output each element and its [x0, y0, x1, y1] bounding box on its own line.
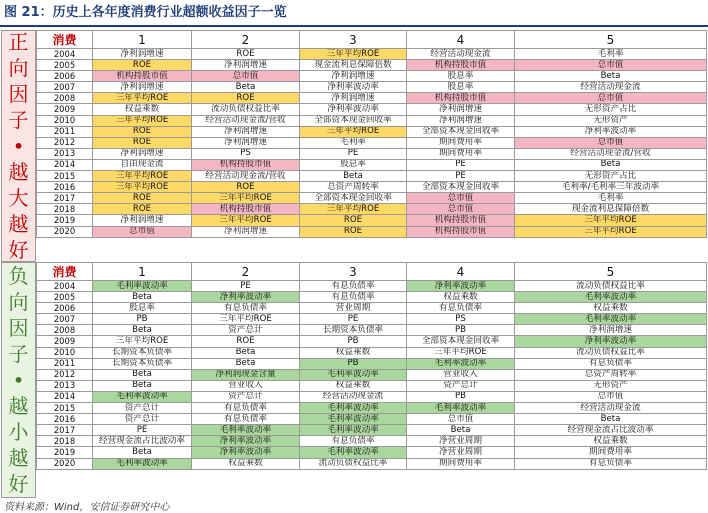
factor-cell: 总市值: [515, 391, 707, 402]
table-row: [37, 148, 707, 159]
factor-cell: 三年平均ROE: [300, 49, 407, 60]
factor-cell: 经营活动现金流/营收: [515, 148, 707, 159]
table-row: [37, 325, 707, 336]
factor-cell: Beta: [515, 414, 707, 425]
factor-cell: 三年平均ROE: [515, 215, 707, 226]
table-row: [37, 458, 707, 469]
factor-cell: ROE: [192, 182, 300, 193]
factor-cell: 净利润增速: [407, 115, 515, 126]
table-row: [37, 347, 707, 358]
factor-cell: 毛利率/毛利率三年波动率: [515, 182, 707, 193]
factor-cell: 三年平均ROE: [93, 115, 192, 126]
factor-cell: 经营活动现金流: [515, 82, 707, 93]
factor-cell: 净利率波动率: [192, 292, 300, 303]
factor-cell: PE: [192, 281, 300, 292]
figure-title: 图 21：历史上各年度消费行业超额收益因子一览: [4, 5, 287, 20]
header-consume-label: 消费: [37, 31, 93, 49]
factor-cell: 有息负债率: [300, 281, 407, 292]
factor-cell: 经营活动现金流: [407, 49, 515, 60]
factor-cell: PE: [93, 425, 192, 436]
factor-cell: PB: [300, 358, 407, 369]
factor-cell: 净利润增速: [93, 49, 192, 60]
factor-cell: 营业周期: [300, 303, 407, 314]
header-rank-5: 5: [515, 31, 707, 49]
factor-cell: Beta: [300, 171, 407, 182]
factor-cell: PE: [407, 159, 515, 170]
year-cell: 2016: [37, 182, 93, 193]
factor-cell: 三年平均ROE: [407, 347, 515, 358]
header-rank-3: 3: [300, 31, 407, 49]
factor-cell: 经营活动现金流: [515, 403, 707, 414]
factor-cell: 长期资本负债率: [93, 358, 192, 369]
factor-cell: 权益乘数: [300, 380, 407, 391]
factor-cell: 营业收入: [192, 380, 300, 391]
year-cell: 2016: [37, 414, 93, 425]
year-cell: 2015: [37, 171, 93, 182]
factor-cell: ROE: [93, 60, 192, 71]
factor-cell: 长期资本负债率: [300, 325, 407, 336]
factor-cell: PB: [300, 336, 407, 347]
factor-cell: 毛利率波动率: [300, 403, 407, 414]
factor-cell: ROE: [300, 226, 407, 237]
header-rank-3: 3: [300, 263, 407, 281]
factor-cell: 自由现金流: [93, 159, 192, 170]
factor-cell: 期间费用率: [407, 137, 515, 148]
factor-cell: ROE: [93, 126, 192, 137]
factor-cell: 无形资产占比: [515, 104, 707, 115]
table-row: [37, 182, 707, 193]
factor-cell: 净利润增速: [192, 60, 300, 71]
factor-cell: 有息负债率: [515, 458, 707, 469]
year-cell: 2017: [37, 425, 93, 436]
factor-cell: 无形资产占比: [515, 171, 707, 182]
table-row: [37, 292, 707, 303]
factor-cell: 三年平均ROE: [192, 314, 300, 325]
factor-cell: 全部资本现金回收率: [407, 126, 515, 137]
factor-cell: 总市值: [515, 93, 707, 104]
factor-cell: Beta: [515, 159, 707, 170]
factor-cell: Beta: [192, 82, 300, 93]
table-row: [37, 380, 707, 391]
factor-cell: 毛利率波动率: [515, 292, 707, 303]
negative-table-grid: [36, 262, 707, 470]
factor-cell: Beta: [93, 447, 192, 458]
year-cell: 2014: [37, 391, 93, 402]
table-row: [37, 159, 707, 170]
year-cell: 2020: [37, 226, 93, 237]
factor-cell: 净利润增速: [93, 215, 192, 226]
year-cell: 2008: [37, 325, 93, 336]
header-rank-4: 4: [407, 31, 515, 49]
factor-cell: 毛利率波动率: [192, 425, 300, 436]
factor-cell: 全部资本现金回收率: [300, 115, 407, 126]
year-cell: 2015: [37, 403, 93, 414]
factor-cell: 机构持股市值: [407, 93, 515, 104]
year-cell: 2012: [37, 137, 93, 148]
factor-cell: 有息负债率: [407, 303, 515, 314]
factor-cell: ROE: [192, 93, 300, 104]
factor-cell: 流动负债权益比率: [300, 458, 407, 469]
factor-cell: PE: [300, 314, 407, 325]
factor-cell: Beta: [192, 347, 300, 358]
factor-cell: 毛利率波动率: [407, 358, 515, 369]
factor-cell: 股息率: [407, 71, 515, 82]
table-row: [37, 215, 707, 226]
year-cell: 2007: [37, 314, 93, 325]
factor-cell: 长期资本负债率: [93, 347, 192, 358]
factor-cell: 净利率波动率: [300, 82, 407, 93]
factor-cell: 三年平均ROE: [93, 171, 192, 182]
factor-cell: 净利率波动率: [407, 281, 515, 292]
factor-cell: ROE: [93, 204, 192, 215]
factor-cell: 机构持股市值: [93, 71, 192, 82]
table-row: [37, 71, 707, 82]
factor-cell: 股息率: [93, 303, 192, 314]
factor-cell: 流动负债权益比率: [515, 281, 707, 292]
factor-cell: 流动负债权益比率: [515, 347, 707, 358]
factor-cell: 总市值: [515, 137, 707, 148]
factor-cell: ROE: [93, 137, 192, 148]
year-cell: 2013: [37, 380, 93, 391]
factor-cell: 三年平均ROE: [93, 93, 192, 104]
year-cell: 2018: [37, 436, 93, 447]
header-rank-4: 4: [407, 263, 515, 281]
factor-cell: Beta: [93, 292, 192, 303]
factor-cell: 净利润增速: [515, 325, 707, 336]
factor-cell: PB: [407, 391, 515, 402]
year-cell: 2012: [37, 369, 93, 380]
factor-cell: 权益乘数: [192, 458, 300, 469]
factor-cell: 期间费用率: [407, 148, 515, 159]
factor-cell: 毛利率: [300, 137, 407, 148]
factor-cell: 三年平均ROE: [515, 226, 707, 237]
source-note: 资料来源：Wind，安信证券研究中心: [4, 502, 170, 513]
factor-cell: 净利率波动率: [515, 126, 707, 137]
factor-cell: 净利润现金含量: [192, 369, 300, 380]
factor-cell: 毛利率波动率: [93, 391, 192, 402]
factor-cell: 毛利率波动率: [300, 414, 407, 425]
factor-cell: 总市值: [515, 60, 707, 71]
factor-cell: 机构持股市值: [192, 159, 300, 170]
factor-cell: 三年平均ROE: [93, 336, 192, 347]
factor-cell: 流动负债权益比率: [192, 104, 300, 115]
factor-cell: 总市值: [407, 414, 515, 425]
table-row: [37, 115, 707, 126]
factor-cell: 总资产周转率: [515, 369, 707, 380]
factor-cell: Beta: [93, 380, 192, 391]
factor-cell: PB: [407, 325, 515, 336]
factor-cell: 有息负债率: [300, 292, 407, 303]
factor-cell: 净利润增速: [93, 148, 192, 159]
factor-cell: 三年平均ROE: [192, 215, 300, 226]
year-cell: 2019: [37, 215, 93, 226]
table-row: [37, 403, 707, 414]
year-cell: 2013: [37, 148, 93, 159]
table-row: [37, 137, 707, 148]
factor-cell: 全部资本现金回收率: [407, 336, 515, 347]
factor-cell: 机构持股市值: [407, 215, 515, 226]
factor-cell: 净利率波动率: [192, 436, 300, 447]
factor-cell: 毛利率波动率: [407, 403, 515, 414]
factor-cell: 期间费用率: [515, 447, 707, 458]
factor-cell: 净利润增速: [192, 126, 300, 137]
year-cell: 2008: [37, 93, 93, 104]
factor-cell: 总市值: [407, 193, 515, 204]
table-row: [37, 93, 707, 104]
factor-cell: 总资产周转率: [300, 182, 407, 193]
header-rank-1: 1: [93, 31, 192, 49]
factor-cell: 净利润增速: [192, 226, 300, 237]
table-row: [37, 425, 707, 436]
factor-cell: 全部资本现金回收率: [300, 193, 407, 204]
positive-factor-side-label: [1, 30, 36, 262]
header-consume-label: 消费: [37, 263, 93, 281]
factor-cell: 经营活动现金流/营收: [192, 115, 300, 126]
factor-cell: 净利润增速: [300, 71, 407, 82]
table-row: [37, 171, 707, 182]
year-cell: 2009: [37, 104, 93, 115]
factor-cell: Beta: [192, 358, 300, 369]
negative-side-text: 负向因子•越小越好: [8, 264, 29, 496]
year-cell: 2006: [37, 303, 93, 314]
factor-cell: 股息率: [300, 159, 407, 170]
table-row: [37, 204, 707, 215]
factor-cell: 期间费用率: [407, 458, 515, 469]
positive-side-text: 正向因子•越大越好: [8, 30, 29, 262]
year-cell: 2006: [37, 71, 93, 82]
factor-cell: 净利率波动率: [300, 104, 407, 115]
factor-cell: 毛利率波动率: [300, 447, 407, 458]
factor-cell: Beta: [93, 369, 192, 380]
table-row: [37, 391, 707, 402]
table-row: [37, 436, 707, 447]
year-cell: 2017: [37, 193, 93, 204]
year-cell: 2020: [37, 458, 93, 469]
table-row: [37, 104, 707, 115]
factor-cell: 净利润增速: [93, 82, 192, 93]
year-cell: 2004: [37, 49, 93, 60]
year-cell: 2018: [37, 204, 93, 215]
factor-cell: 毛利率波动率: [515, 314, 707, 325]
factor-cell: 无形资产: [515, 115, 707, 126]
year-cell: 2007: [37, 82, 93, 93]
year-cell: 2005: [37, 292, 93, 303]
factor-cell: 净利润增速: [192, 137, 300, 148]
year-cell: 2010: [37, 115, 93, 126]
factor-cell: 净利润增速: [300, 93, 407, 104]
factor-cell: Beta: [407, 425, 515, 436]
table-row: [37, 314, 707, 325]
factor-cell: 有息负债率: [300, 436, 407, 447]
factor-cell: 权益乘数: [300, 347, 407, 358]
factor-cell: 全部资本现金回收率: [407, 182, 515, 193]
table-row: [37, 414, 707, 425]
table-row: [37, 336, 707, 347]
table-row: [37, 60, 707, 71]
factor-cell: 有息负债率: [192, 303, 300, 314]
factor-cell: 经营活动现金流/营收: [192, 171, 300, 182]
factor-cell: 无形资产: [515, 380, 707, 391]
positive-factor-table: [36, 30, 706, 238]
factor-cell: 机构持股市值: [407, 226, 515, 237]
table-row: [37, 193, 707, 204]
negative-factor-table: [36, 262, 706, 470]
table-row: [37, 358, 707, 369]
year-cell: 2005: [37, 60, 93, 71]
factor-cell: 三年平均ROE: [300, 126, 407, 137]
factor-cell: 权益乘数: [515, 303, 707, 314]
factor-cell: ROE: [192, 49, 300, 60]
factor-cell: PE: [300, 148, 407, 159]
factor-cell: 有息负债率: [192, 414, 300, 425]
table-row: [37, 126, 707, 137]
table-row: [37, 281, 707, 292]
header-rank-1: 1: [93, 263, 192, 281]
year-cell: 2014: [37, 159, 93, 170]
factor-cell: 经营现金流占比波动率: [93, 436, 192, 447]
header-row: [37, 31, 707, 49]
table-row: [37, 369, 707, 380]
factor-cell: 经营现金流占比波动率: [515, 425, 707, 436]
factor-cell: 净利率波动率: [515, 336, 707, 347]
factor-cell: 净营业周期: [407, 447, 515, 458]
factor-cell: 总市值: [192, 71, 300, 82]
factor-cell: 总市值: [93, 226, 192, 237]
header-rank-2: 2: [192, 31, 300, 49]
factor-cell: Beta: [93, 325, 192, 336]
header-rank-5: 5: [515, 263, 707, 281]
factor-cell: 资产总计: [93, 403, 192, 414]
header-rank-2: 2: [192, 263, 300, 281]
header-row: [37, 263, 707, 281]
factor-cell: 经营活动现金流: [300, 391, 407, 402]
factor-cell: 毛利率波动率: [93, 458, 192, 469]
factor-cell: 权益乘数: [407, 292, 515, 303]
factor-cell: 有息负债率: [515, 358, 707, 369]
year-cell: 2011: [37, 126, 93, 137]
factor-cell: PS: [407, 314, 515, 325]
factor-cell: 股息率: [407, 82, 515, 93]
factor-cell: Beta: [515, 71, 707, 82]
factor-cell: 现金流利息保障倍数: [300, 60, 407, 71]
factor-cell: 毛利率波动率: [300, 369, 407, 380]
factor-cell: 现金流利息保障倍数: [515, 204, 707, 215]
factor-cell: 毛利率: [515, 49, 707, 60]
positive-table-grid: [36, 30, 707, 238]
table-row: [37, 226, 707, 237]
factor-cell: 有息负债率: [192, 403, 300, 414]
factor-cell: 总市值: [407, 204, 515, 215]
year-cell: 2004: [37, 281, 93, 292]
year-cell: 2010: [37, 347, 93, 358]
factor-cell: PB: [93, 314, 192, 325]
table-row: [37, 82, 707, 93]
year-cell: 2009: [37, 336, 93, 347]
table-row: [37, 447, 707, 458]
year-cell: 2011: [37, 358, 93, 369]
factor-cell: 权益乘数: [515, 436, 707, 447]
factor-cell: 机构持股市值: [407, 60, 515, 71]
negative-factor-side-label: [1, 262, 36, 498]
factor-cell: 资产总计: [93, 414, 192, 425]
factor-cell: 毛利率: [515, 193, 707, 204]
factor-cell: 净营业周期: [407, 436, 515, 447]
factor-cell: 三年平均ROE: [93, 182, 192, 193]
factor-cell: 三年平均ROE: [192, 193, 300, 204]
factor-cell: PS: [192, 148, 300, 159]
factor-cell: 净利润增速: [407, 104, 515, 115]
factor-cell: ROE: [300, 215, 407, 226]
factor-cell: 资产总计: [192, 391, 300, 402]
factor-cell: 资产总计: [407, 380, 515, 391]
factor-cell: 三年平均ROE: [300, 204, 407, 215]
factor-cell: 净利率波动率: [192, 447, 300, 458]
factor-cell: PE: [407, 171, 515, 182]
factor-cell: 毛利率波动率: [93, 281, 192, 292]
factor-cell: 毛利率波动率: [300, 425, 407, 436]
factor-cell: 资产总计: [192, 325, 300, 336]
factor-cell: ROE: [192, 336, 300, 347]
factor-cell: 营业收入: [407, 369, 515, 380]
factor-cell: 权益乘数: [93, 104, 192, 115]
title-rule: [0, 25, 708, 27]
factor-cell: ROE: [93, 193, 192, 204]
factor-cell: 机构持股市值: [192, 204, 300, 215]
table-row: [37, 303, 707, 314]
table-row: [37, 49, 707, 60]
year-cell: 2019: [37, 447, 93, 458]
